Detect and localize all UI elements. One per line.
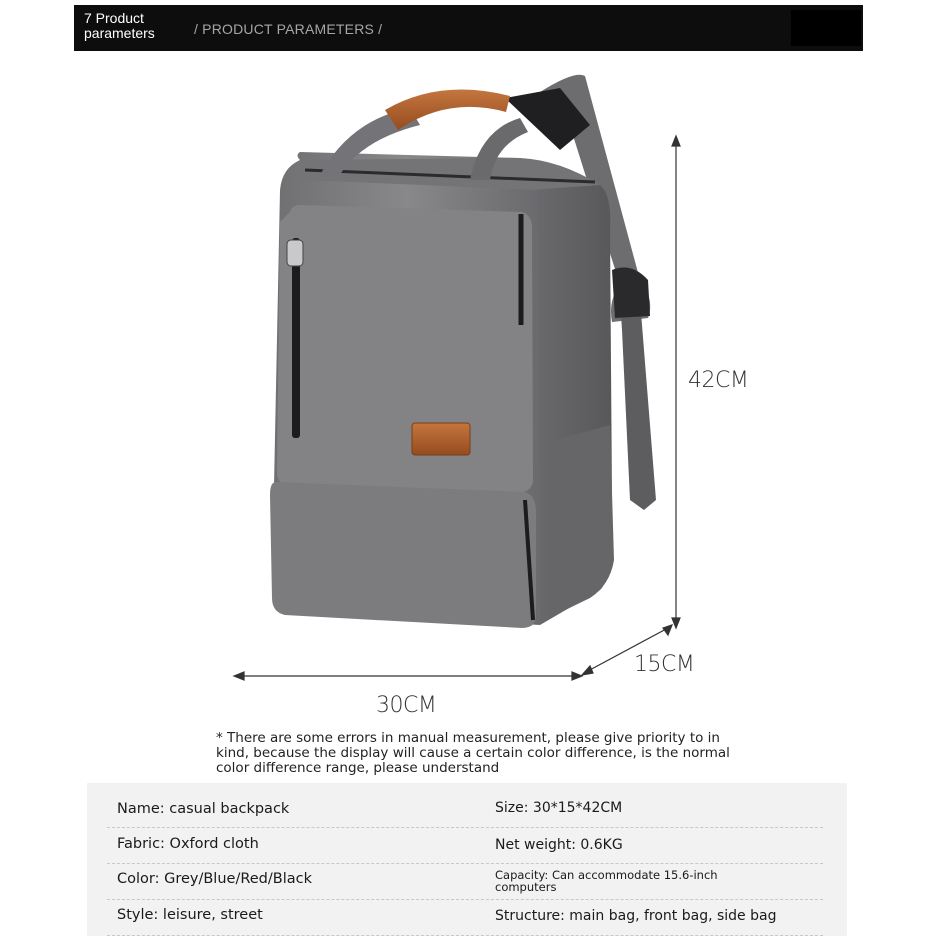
spec-size: Size: 30*15*42CM bbox=[495, 800, 623, 816]
front-upper-pocket bbox=[277, 205, 533, 492]
shoulder-strap-lower bbox=[620, 300, 656, 510]
width-label: 30CM bbox=[376, 693, 437, 718]
section-number-title: 7 Product parameters bbox=[84, 10, 155, 41]
strap-buckle bbox=[612, 268, 650, 318]
spec-row bbox=[107, 863, 823, 900]
spec-weight: Net weight: 0.6KG bbox=[495, 837, 623, 853]
spec-capacity: Capacity: Can accommodate 15.6-inch computers bbox=[495, 868, 718, 894]
spec-color: Color: Grey/Blue/Red/Black bbox=[117, 871, 312, 887]
spec-table bbox=[87, 783, 847, 936]
front-zipper bbox=[292, 238, 300, 438]
spec-row bbox=[107, 783, 823, 828]
zipper-pull bbox=[287, 240, 303, 266]
height-label: 42CM bbox=[688, 368, 749, 393]
depth-label: 15CM bbox=[634, 652, 695, 677]
spec-row bbox=[107, 899, 823, 936]
front-lower-pocket bbox=[270, 482, 536, 628]
spec-row bbox=[107, 827, 823, 864]
height-dimension-line bbox=[672, 136, 680, 628]
width-dimension-line bbox=[234, 672, 582, 680]
spec-style: Style: leisure, street bbox=[117, 907, 263, 923]
spec-fabric: Fabric: Oxford cloth bbox=[117, 836, 259, 852]
leather-handle bbox=[385, 90, 510, 130]
measurement-note: * There are some errors in manual measurement, please give priority to in kind, because the display will cause a certain color difference, is the normal color difference range, please understand bbox=[216, 730, 730, 776]
leather-patch bbox=[412, 423, 470, 455]
side-pocket bbox=[555, 425, 614, 615]
spec-structure: Structure: main bag, front bag, side bag bbox=[495, 908, 777, 924]
section-subtitle: / PRODUCT PARAMETERS / bbox=[194, 21, 383, 37]
spec-name: Name: casual backpack bbox=[117, 801, 290, 817]
